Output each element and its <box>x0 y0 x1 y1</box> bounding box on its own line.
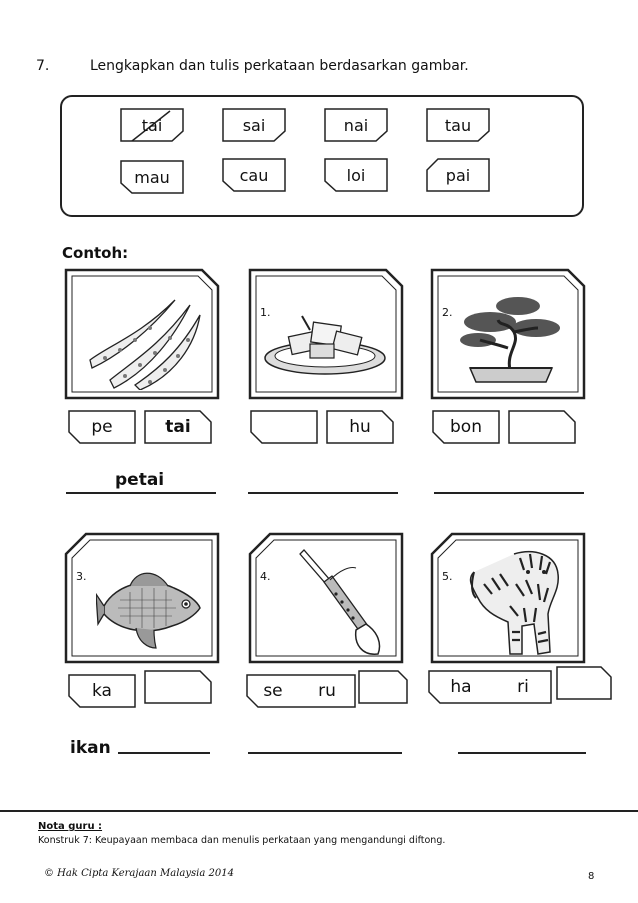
syllable-box <box>326 410 394 444</box>
word-card <box>324 108 388 142</box>
question-instruction: Lengkapkan dan tulis perkataan berdasarkan gambar. <box>90 58 469 74</box>
syllable-text: ri <box>517 677 529 697</box>
picture-frame-petai <box>62 266 222 402</box>
word-card-label: tau <box>444 115 472 135</box>
syllable-answer-box[interactable] <box>358 670 408 704</box>
teacher-note-title: Nota guru : <box>38 821 103 832</box>
word-card <box>426 158 490 192</box>
syllable-text <box>508 410 576 444</box>
answer-prefix: ikan <box>70 738 111 758</box>
tauhu-plate-icon <box>262 310 388 380</box>
word-card <box>324 158 388 192</box>
word-card-label: sai <box>242 115 266 135</box>
picture-frame-5 <box>428 530 588 666</box>
page-number: 8 <box>588 871 595 882</box>
tiger-icon <box>464 544 574 660</box>
syllable-text: se <box>263 681 283 701</box>
item-number: 1. <box>260 306 271 319</box>
footer-divider <box>0 810 638 812</box>
syllable-box <box>250 674 296 708</box>
fish-icon <box>96 566 206 650</box>
word-card <box>222 158 286 192</box>
syllable-answer-box[interactable] <box>144 670 212 704</box>
item-number: 3. <box>76 570 87 583</box>
word-card <box>120 108 184 142</box>
serunai-flute-icon <box>286 548 386 660</box>
syllable-text <box>144 670 212 704</box>
syllable-text: bon <box>450 417 482 437</box>
syllable-box <box>68 674 136 708</box>
picture-frame-2 <box>428 266 588 402</box>
syllable-box <box>432 410 500 444</box>
answer-line[interactable] <box>248 752 402 754</box>
syllable-text <box>358 670 408 704</box>
teacher-note-body: Konstruk 7: Keupayaan membaca dan menulis perkataan yang mengandungi diftong. <box>38 835 446 846</box>
syllable-box <box>300 674 354 708</box>
syllable-text: ha <box>450 677 472 697</box>
syllable-text: tai <box>165 417 191 437</box>
question-number: 7. <box>36 58 50 74</box>
word-card-label: tai <box>141 115 163 135</box>
answer-line[interactable] <box>434 492 584 494</box>
answer-line[interactable] <box>248 492 398 494</box>
syllable-text: ka <box>92 681 112 701</box>
syllable-box <box>432 670 490 704</box>
syllable-answer-box[interactable] <box>556 666 612 700</box>
example-answer: petai <box>115 470 165 490</box>
word-card <box>222 108 286 142</box>
word-card <box>426 108 490 142</box>
item-number: 5. <box>442 570 453 583</box>
bonsai-tree-icon <box>448 292 568 388</box>
picture-frame-1 <box>246 266 406 402</box>
copyright: © Hak Cipta Kerajaan Malaysia 2014 <box>44 868 234 879</box>
word-card-label: nai <box>343 115 369 135</box>
item-number: 4. <box>260 570 271 583</box>
answer-line <box>66 492 216 494</box>
petai-pods-icon <box>80 290 210 390</box>
picture-frame-3 <box>62 530 222 666</box>
syllable-box <box>144 410 212 444</box>
picture-frame-4 <box>246 530 406 666</box>
syllable-answer-box[interactable] <box>508 410 576 444</box>
item-number: 2. <box>442 306 453 319</box>
answer-line[interactable] <box>458 752 586 754</box>
syllable-box <box>68 410 136 444</box>
answer-line[interactable] <box>118 752 210 754</box>
syllable-answer-box[interactable] <box>250 410 318 444</box>
syllable-text: ru <box>318 681 336 701</box>
word-card-label: loi <box>346 165 366 185</box>
syllable-text <box>556 666 612 700</box>
word-card-label: pai <box>445 165 471 185</box>
syllable-text: hu <box>349 417 371 437</box>
syllable-text <box>250 410 318 444</box>
syllable-box <box>496 670 550 704</box>
word-card <box>120 160 184 194</box>
example-label: Contoh: <box>62 244 129 262</box>
syllable-text: pe <box>91 417 113 437</box>
word-card-label: cau <box>239 165 269 185</box>
word-card-label: mau <box>134 167 170 187</box>
